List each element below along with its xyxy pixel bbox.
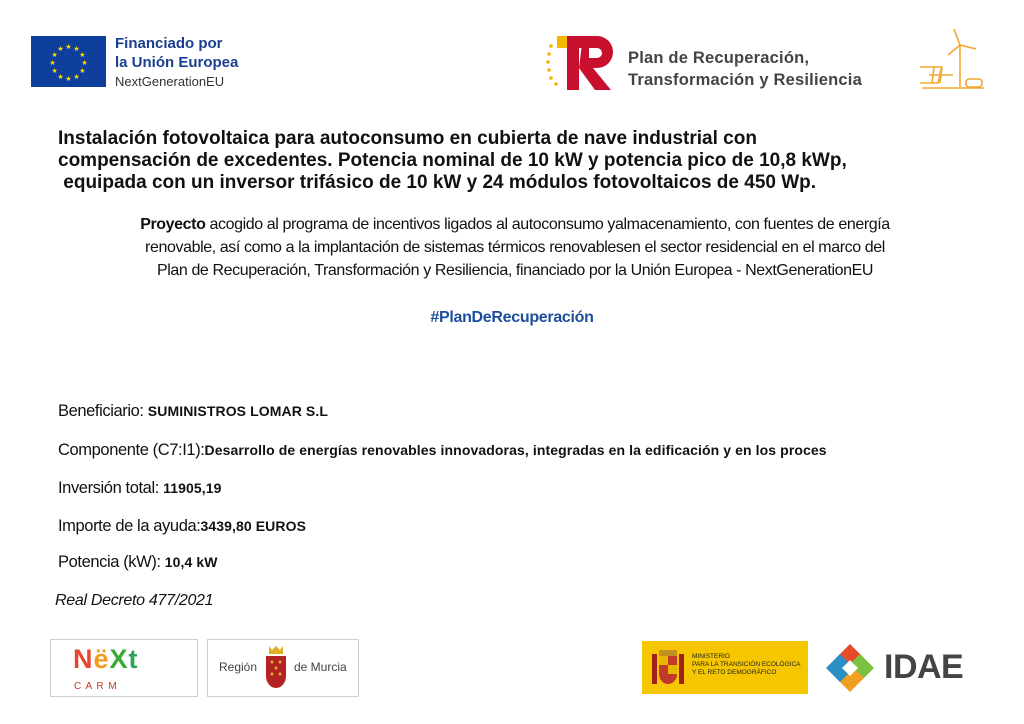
- field-value: 11905,19: [163, 480, 222, 496]
- next-sub: C A R M: [74, 681, 118, 692]
- ministry-line3: Y EL RETO DEMOGRÁFICO: [692, 669, 777, 676]
- title-line3: equipada con un inversor trifásico de 10 kW y 24 módulos fotovoltaicos de 450 Wp.: [58, 172, 817, 193]
- field-component: [58, 441, 970, 460]
- spain-coat-of-arms-icon: [650, 646, 686, 690]
- field-aid-amount: [58, 517, 306, 536]
- eu-star-icon: ★: [65, 44, 72, 51]
- ministry-line1: MINISTERIO: [692, 653, 730, 660]
- field-power: [58, 553, 218, 572]
- eu-star-icon: ★: [51, 68, 58, 75]
- prtr-line2: Transformación y Resiliencia: [628, 71, 862, 89]
- field-value: 3439,80 EUROS: [200, 518, 307, 534]
- field-value: 10,4 kW: [164, 554, 218, 570]
- prtr-title: [628, 47, 862, 91]
- eu-star-icon: ★: [51, 52, 58, 59]
- project-line1: acogido al programa de incentivos ligados al autoconsumo yalmacenamiento, con fuentes de energía: [205, 216, 890, 233]
- next-carm-logo: NëXt C A R M: [50, 639, 198, 697]
- ministry-line2: PARA LA TRANSICIÓN ECOLÓGICA: [692, 661, 801, 668]
- hashtag: #PlanDeRecuperación: [430, 309, 594, 326]
- field-label: Componente (C7:I1):: [58, 441, 205, 459]
- eu-star-icon: ★: [73, 73, 80, 81]
- idae-logo: [824, 640, 989, 696]
- eu-flag-icon: [31, 36, 106, 87]
- murcia-right: de Murcia: [294, 660, 347, 674]
- region-murcia-logo: [207, 639, 359, 697]
- project-title: [58, 128, 988, 194]
- eu-line2: la Unión Europea: [115, 54, 239, 71]
- prtr-logo-icon: [545, 32, 617, 92]
- project-description: [55, 213, 975, 282]
- field-label: Inversión total:: [58, 479, 164, 497]
- field-label: Potencia (kW):: [58, 553, 165, 571]
- eu-star-icon: ★: [79, 68, 86, 75]
- coat-of-arms-icon: [263, 644, 289, 692]
- eu-funding-text: [115, 34, 238, 91]
- decree-reference: Real Decreto 477/2021: [55, 592, 214, 609]
- idae-text: IDAE: [884, 648, 964, 686]
- eu-star-icon: ★: [79, 52, 86, 59]
- eu-star-icon: ★: [65, 76, 72, 83]
- field-total-investment: [58, 479, 222, 498]
- field-value: SUMINISTROS LOMAR S.L: [147, 403, 329, 419]
- eu-star-icon: ★: [73, 46, 80, 54]
- field-label: Beneficiario:: [58, 402, 148, 420]
- project-line2: renovable, así como a la implantación de sistemas térmicos renovablesen el sector residencial en el marco del: [145, 239, 885, 256]
- title-line2: compensación de excedentes. Potencia nominal de 10 kW y potencia pico de 10,8 kWp,: [58, 150, 847, 171]
- eu-line1: Financiado por: [115, 35, 223, 52]
- field-beneficiary: [58, 402, 328, 421]
- windmill-solar-icon: [920, 27, 986, 93]
- eu-star-icon: ★: [49, 60, 56, 67]
- eu-star-icon: ★: [57, 73, 64, 81]
- eu-star-icon: ★: [81, 60, 88, 67]
- field-label: Importe de la ayuda:: [58, 517, 201, 535]
- field-value: Desarrollo de energías renovables innovadoras, integradas en la edificación y en los proces: [204, 442, 827, 458]
- idae-mark-icon: [824, 642, 876, 694]
- project-label: Proyecto: [140, 216, 206, 233]
- prtr-line1: Plan de Recuperación,: [628, 49, 810, 67]
- project-line3: Plan de Recuperación, Transformación y Resiliencia, financiado por la Unión Europea - NextGenerationEU: [156, 262, 874, 279]
- eu-line3: NextGenerationEU: [115, 74, 225, 89]
- murcia-left: Región: [219, 660, 258, 674]
- title-line1: Instalación fotovoltaica para autoconsumo en cubierta de nave industrial con: [58, 128, 757, 149]
- ministry-logo: [642, 641, 808, 694]
- eu-star-icon: ★: [57, 46, 64, 54]
